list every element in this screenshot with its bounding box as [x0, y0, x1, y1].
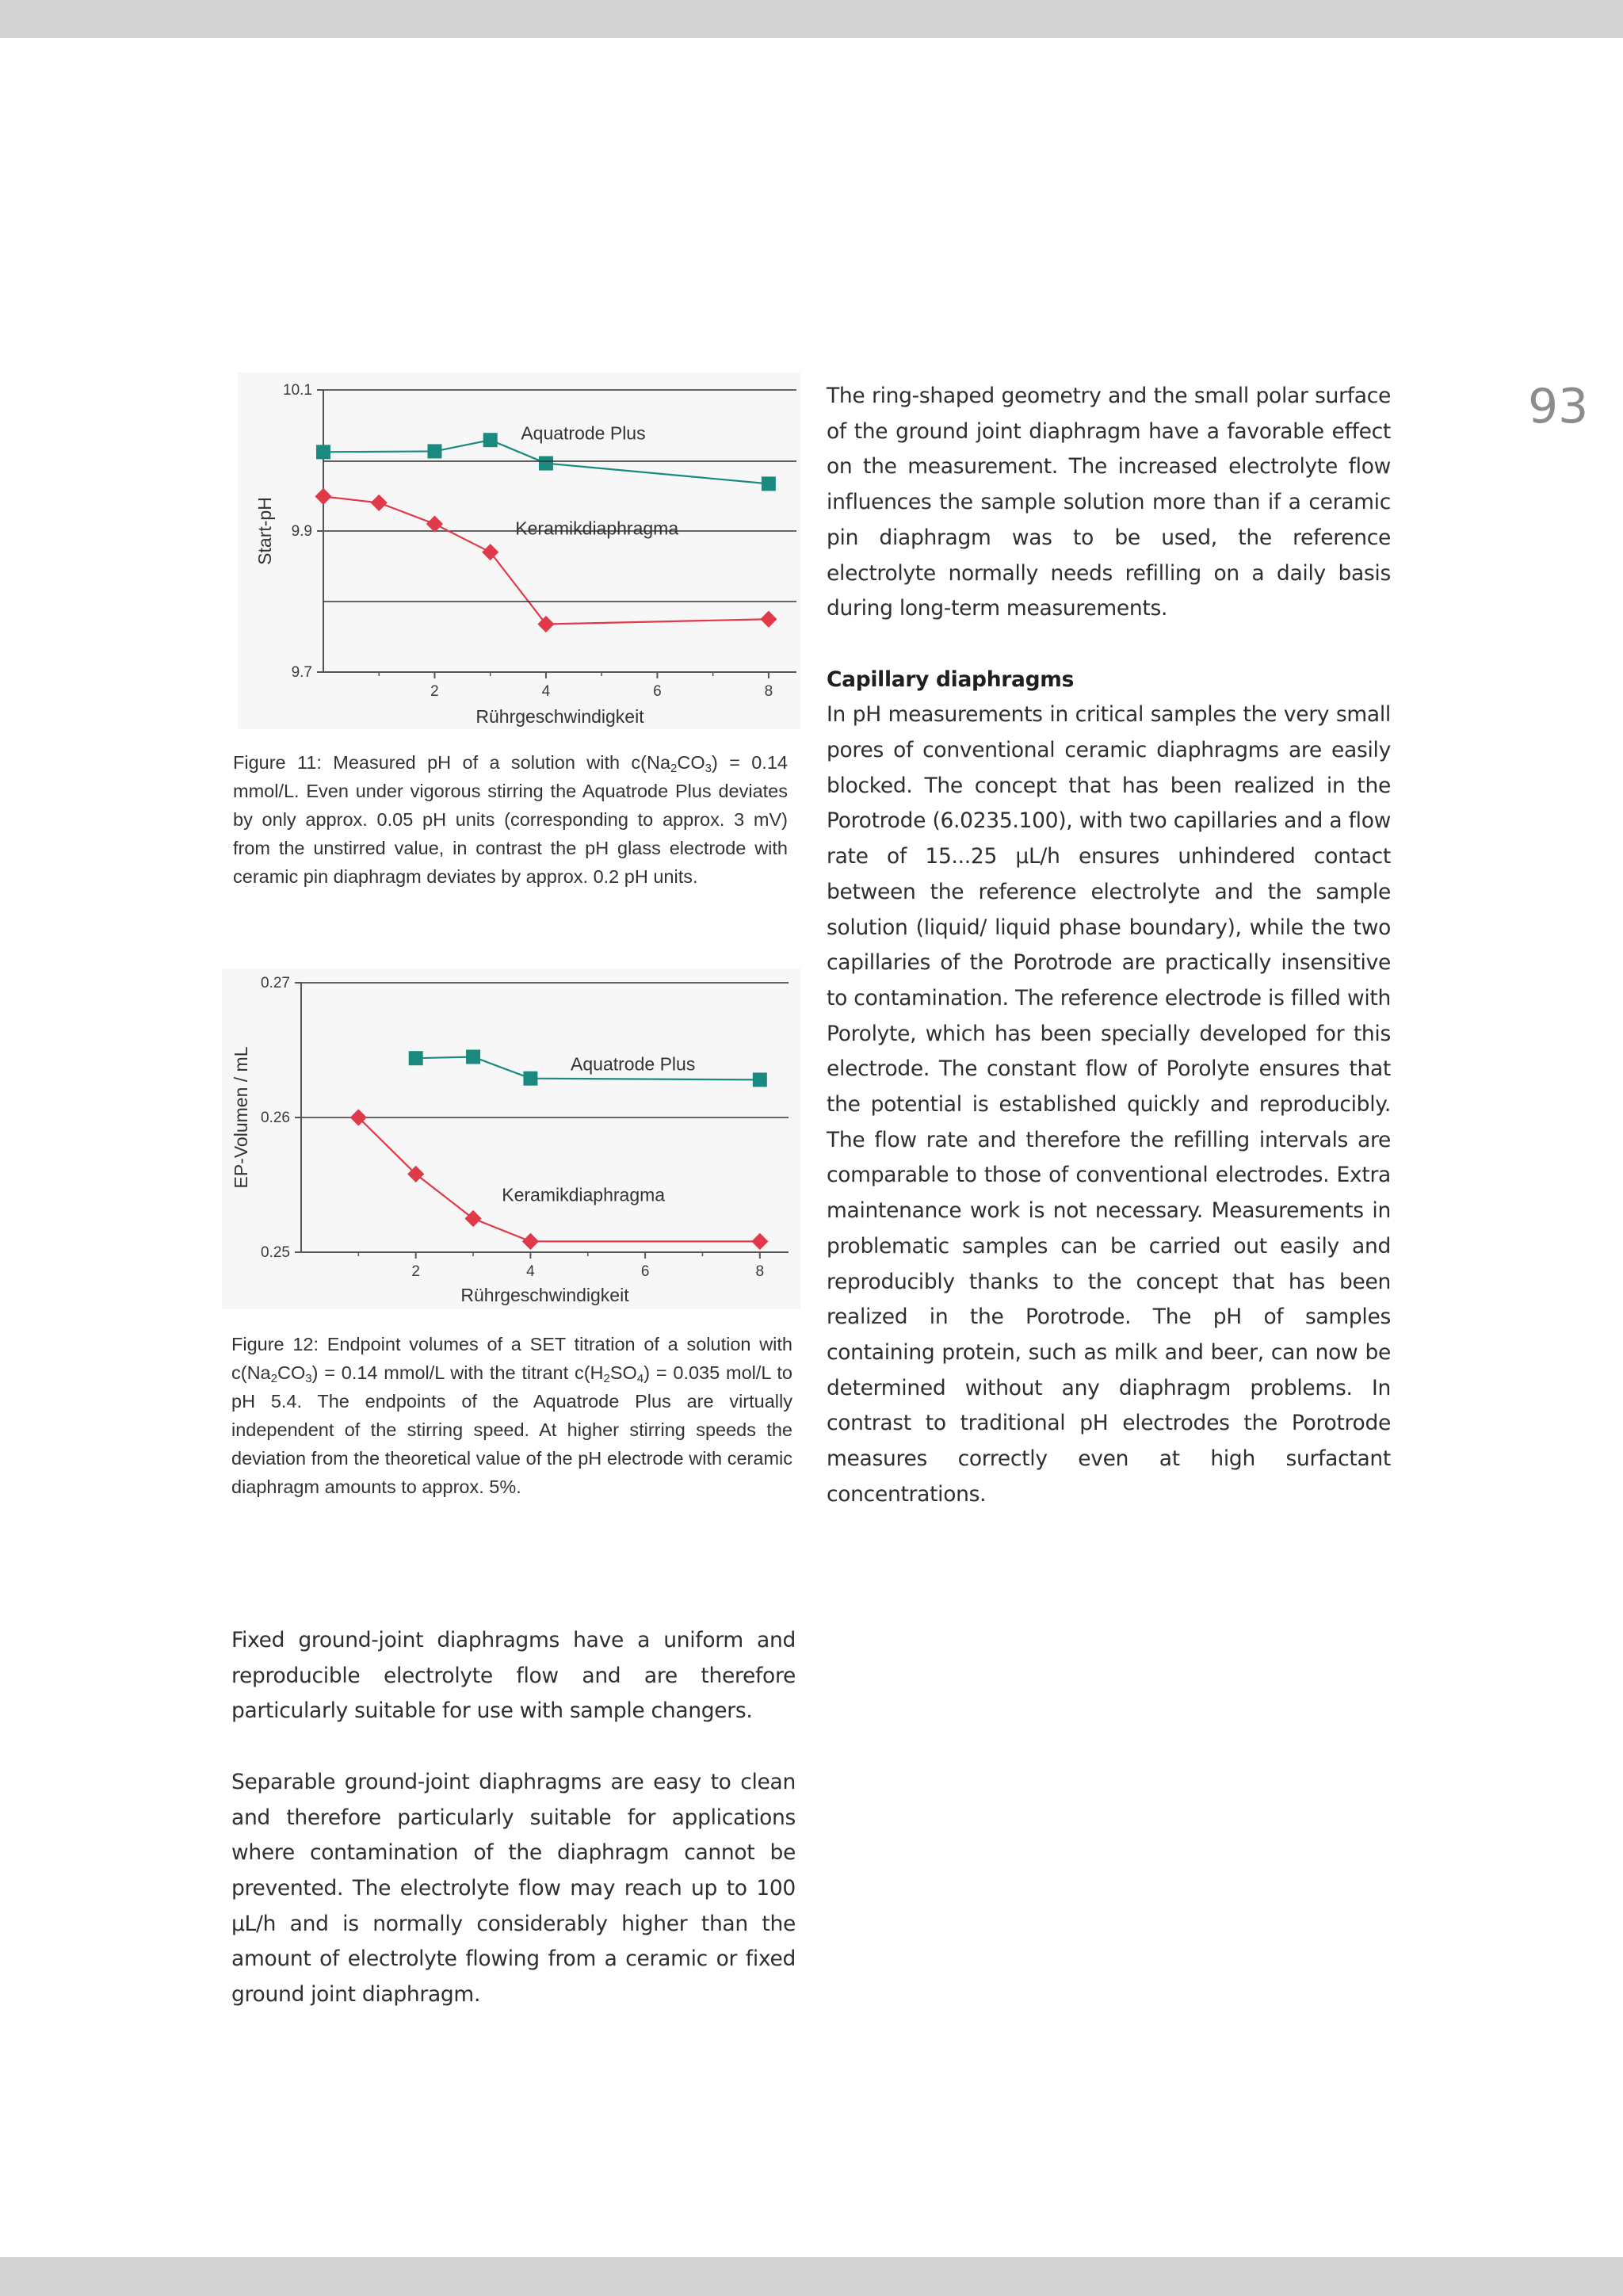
- page-number: 93: [1528, 379, 1589, 434]
- series-point-keramik: [426, 515, 443, 532]
- bottom-band: [0, 2257, 1623, 2296]
- left-paragraph-spacer: [231, 1729, 796, 1765]
- caption-12-sub-2: 3: [305, 1372, 312, 1385]
- figure-11-caption: [233, 748, 788, 891]
- series-point-keramik: [464, 1210, 481, 1227]
- series-point-aquatrode: [523, 1072, 537, 1086]
- series-label-0: Aquatrode Plus: [571, 1053, 696, 1075]
- series-label-1: Keramikdiaphragma: [515, 518, 679, 539]
- x-tick-label: 4: [526, 1263, 535, 1280]
- y-axis-title: Start-pH: [254, 497, 275, 565]
- figure-11-svg: [238, 372, 800, 729]
- x-tick-label: 6: [640, 1263, 650, 1280]
- x-axis-title: Rührgeschwindigkeit: [460, 1285, 629, 1305]
- series-point-aquatrode: [483, 433, 498, 447]
- x-tick-label: 8: [755, 1263, 765, 1280]
- figure-12-svg: [222, 968, 800, 1309]
- caption-12-part-b: CO: [277, 1362, 306, 1383]
- series-point-keramik: [522, 1233, 539, 1250]
- caption-12-part-d: SO: [609, 1362, 637, 1383]
- x-tick-label: 6: [653, 683, 662, 700]
- series-point-aquatrode: [539, 457, 553, 471]
- y-tick-label: 0.27: [261, 975, 290, 991]
- x-tick-label: 8: [764, 683, 773, 700]
- right-intro-paragraph: The ring-shaped geometry and the small polar surface of the ground joint diaphragm have a favorable effect on the measurement. The increased electrolyte flow influences the sample solution more than if a ceramic pin diaphragm was to be used, the reference electrolyte normally needs refilling on a daily basis during long-term measurements.: [827, 384, 1391, 621]
- series-point-aquatrode: [466, 1050, 480, 1064]
- x-tick-label: 2: [430, 683, 439, 700]
- left-paragraph-2: Separable ground-joint diaphragms are easy to clean and therefore particularly suitable for applications where contamination of the diaphragm cannot be prevented. The electrolyte flow may reach up to 100 µL/h and is normally considerably higher than the amount of electrolyte flowing from a ceramic or fixed ground joint diaphragm.: [231, 1769, 796, 2008]
- right-paragraph-spacer: [827, 627, 1391, 663]
- series-line-1: [323, 496, 769, 624]
- series-point-keramik: [537, 616, 554, 632]
- caption-12-part-c: ) = 0.14 mmol/L with the titrant c(H: [311, 1362, 604, 1383]
- series-point-aquatrode: [762, 476, 776, 491]
- y-tick-label: 10.1: [283, 382, 312, 399]
- caption-11-sub-2: 3: [705, 762, 712, 775]
- caption-11-part-c: ) = 0.14 mmol/L. Even under vigorous stirring the Aquatrode Plus deviates by only approx. 0.05 pH units (corresponding to approx. 3 mV) from the unstirred value, in contrast the pH glass electrode with ceramic pin diaphragm deviates by approx. 0.2 pH units.: [233, 752, 788, 887]
- left-paragraph-1: Fixed ground-joint diaphragms have a uniform and reproducible electrolyte flow and are therefore particularly suitable for use with sample changers.: [231, 1628, 796, 1724]
- y-tick-label: 9.9: [291, 523, 312, 540]
- series-point-aquatrode: [753, 1072, 767, 1087]
- series-point-aquatrode: [316, 445, 330, 459]
- right-column-text: [827, 379, 1391, 1512]
- caption-11-sub-1: 2: [670, 762, 678, 775]
- y-axis-title: EP-Volumen / mL: [231, 1046, 251, 1189]
- series-point-keramik: [482, 544, 498, 560]
- caption-12-sub-4: 4: [636, 1372, 644, 1385]
- series-point-keramik: [760, 611, 777, 628]
- caption-12-sub-3: 2: [603, 1372, 610, 1385]
- x-tick-label: 4: [541, 683, 551, 700]
- caption-11-part-a: Figure 11: Measured pH of a solution with c(Na: [233, 752, 671, 773]
- top-band: [0, 0, 1623, 38]
- section-heading: Capillary diaphragms: [827, 667, 1075, 692]
- series-point-keramik: [371, 495, 388, 511]
- caption-12-sub-1: 2: [270, 1372, 277, 1385]
- caption-12-part-a: Figure 12: Endpoint volumes of a SET titration of a solution with c(Na: [231, 1334, 792, 1383]
- caption-11-part-b: CO: [677, 752, 705, 773]
- figure-12-caption: [231, 1330, 792, 1501]
- series-point-keramik: [751, 1233, 768, 1250]
- series-point-aquatrode: [409, 1051, 423, 1065]
- y-tick-label: 0.25: [261, 1244, 290, 1261]
- series-label-1: Keramikdiaphragma: [502, 1184, 666, 1205]
- right-body-paragraph: In pH measurements in critical samples the very small pores of conventional ceramic diaphragms are easily blocked. The concept that has been realized in the Porotrode (6.0235.100), with two capillaries and a flow rate of 15...25 µL/h ensures unhindered contact between the reference electrolyte and the sample solution (liquid/ liquid phase boundary), while the two capillaries of the Porotrode are practically insensitive to contamination. The reference electrode is filled with Porolyte, which has been specially developed for this electrode. The constant flow of Porolyte ensures that the potential is established quickly and reproducibly. The flow rate and therefore the refilling intervals are comparable to those of conventional electrodes. Extra maintenance work is not necessary. Measurements in problematic samples can be carried out easily and reproducibly thanks to the concept that has been realized in the Porotrode. The pH of samples containing protein, such as milk and beer, can now be determined without any diaphragm problems. In contrast to traditional pH electrodes the Porotrode measures correctly even at high surfactant concentrations.: [827, 702, 1391, 1507]
- y-tick-label: 9.7: [291, 664, 312, 681]
- series-label-0: Aquatrode Plus: [521, 422, 646, 444]
- series-point-aquatrode: [427, 444, 441, 458]
- y-tick-label: 0.26: [261, 1110, 290, 1126]
- x-axis-title: Rührgeschwindigkeit: [475, 706, 644, 727]
- caption-12-part-e: ) = 0.035 mol/L to pH 5.4. The endpoints of the Aquatrode Plus are virtually independent of the stirring speed. At higher stirring speeds the deviation from the theoretical value of the pH electrode with ceramic diaphragm amounts to approx. 5%.: [231, 1362, 793, 1497]
- figure-12-chart: [222, 968, 800, 1309]
- x-tick-label: 2: [411, 1263, 420, 1280]
- series-point-keramik: [315, 488, 331, 505]
- figure-11-chart: [238, 372, 800, 729]
- left-column-text: [231, 1623, 796, 2013]
